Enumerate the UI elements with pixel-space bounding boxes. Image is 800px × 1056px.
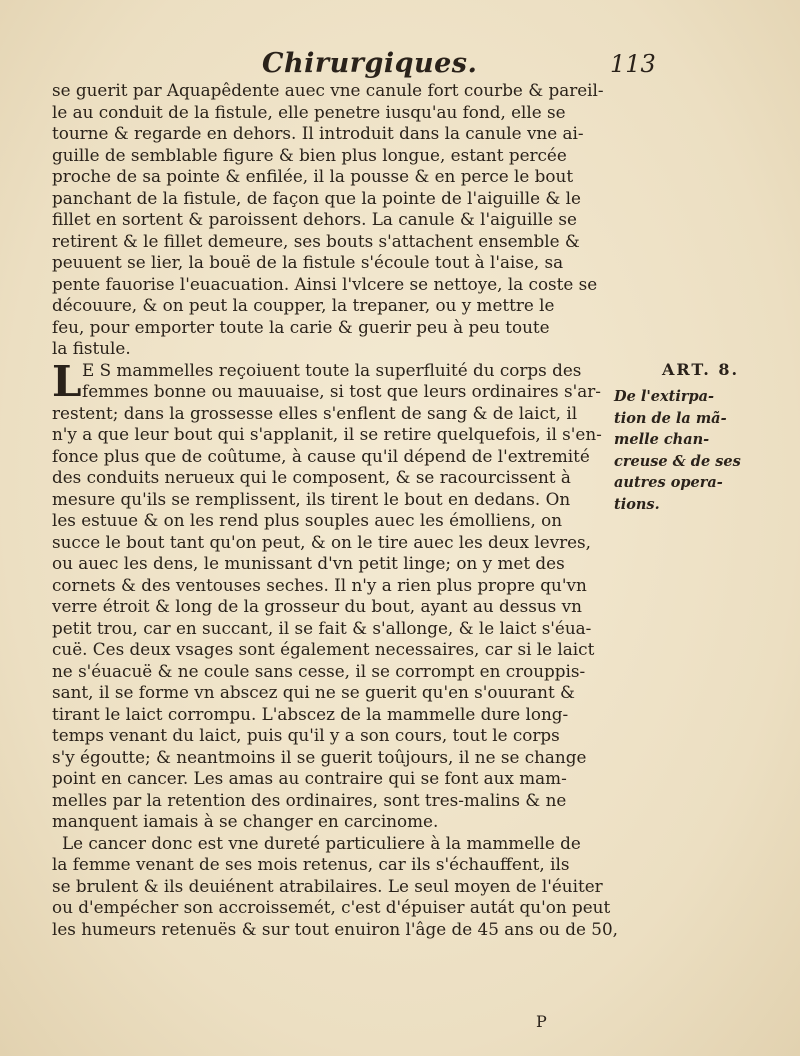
paragraph-opening — [52, 356, 652, 406]
text-line: proche de sa pointe & enfilée, il la pousse & en perce le bout — [52, 166, 574, 186]
text-line: petit trou, car en succant, il se fait & s'allonge, & le laict s'éua- — [52, 617, 592, 638]
text-line: découure, & on peut la coupper, la trepaner, ou y mettre le — [52, 295, 555, 315]
text-line: s'y égoutte; & neantmoins il se guerit toûjours, il ne se change — [52, 746, 587, 767]
text-line: les estuue & on les rend plus souples auec les émolliens, on — [52, 510, 563, 530]
text-line: n'y a que leur bout qui s'applanit, il se retire quelquefois, il s'en- — [52, 424, 602, 444]
text-line: temps venant du laict, puis qu'il y a son cours, tout le corps — [52, 725, 560, 745]
text-line: E S mammelles reçoiuent toute la superfluité du corps des — [82, 359, 582, 380]
text-line: les humeurs retenuës & sur tout enuiron l'âge de 45 ans ou de 50, — [52, 918, 618, 939]
signature-mark: P — [536, 1012, 548, 1031]
article-number: ART. 8. — [662, 360, 740, 379]
margin-note-line: melle chan- — [614, 431, 710, 448]
text-line: point en cancer. Les amas au contraire qui se font aux mam- — [52, 768, 567, 788]
text-line: panchant de la fistule, de façon que la pointe de l'aiguille & le — [52, 187, 581, 208]
text-line: femmes bonne ou mauuaise, si tost que leurs ordinaires s'ar- — [82, 381, 601, 401]
text-line: melles par la retention des ordinaires, sont tres-malins & ne — [52, 789, 567, 810]
margin-note — [614, 386, 800, 515]
margin-note-line: autres opera- — [614, 474, 723, 491]
page-header — [0, 48, 800, 82]
margin-note-line: tions. — [614, 495, 660, 513]
text-line: peuuent se lier, la bouë de la fistule s'écoule tout à l'aise, sa — [52, 252, 564, 272]
text-line: se brulent & ils deuiénent atrabilaires. Le seul moyen de l'éuiter — [52, 875, 603, 896]
text-line: ne s'éuacuë & ne coule sans cesse, il se corrompt en crouppis- — [52, 660, 586, 681]
text-line: guille de semblable figure & bien plus longue, estant percée — [52, 144, 567, 165]
text-line: des conduits nerueux qui le composent, & se racourcissent à — [52, 467, 571, 487]
text-line: Le cancer donc est vne dureté particuliere à la mammelle de — [62, 832, 581, 853]
text-line: succe le bout tant qu'on peut, & on le tire auec les deux levres, — [52, 531, 592, 552]
margin-note-line: creuse & de ses — [614, 452, 741, 470]
text-line: se guerit par Aquapêdente auec vne canule fort courbe & pareil- — [52, 80, 604, 100]
text-line: retirent & le fillet demeure, ses bouts s'attachent ensemble & — [52, 230, 580, 251]
text-line: mesure qu'ils se remplissent, ils tirent le bout en dedans. On — [52, 488, 571, 509]
text-line: feu, pour emporter toute la carie & guerir peu à peu toute — [52, 316, 550, 337]
text-line: ou auec les dens, le munissant d'vn petit linge; on y met des — [52, 553, 565, 573]
main-text — [52, 80, 652, 940]
margin-note-line: De l'extirpa- — [614, 388, 715, 405]
text-line: cornets & des ventouses seches. Il n'y a rien plus propre qu'vn — [52, 574, 587, 595]
running-title: Chirurgiques. — [262, 48, 478, 79]
margin-note-line: tion de la mã- — [614, 409, 727, 427]
text-line: verre étroit & long de la grosseur du bout, ayant au dessus vn — [52, 596, 582, 616]
text-line: fillet en sortent & paroissent dehors. La canule & l'aiguille se — [52, 209, 577, 229]
drop-cap: L — [52, 356, 82, 406]
text-line: le au conduit de la fistule, elle penetre iusqu'au fond, elle se — [52, 101, 566, 122]
text-line: manquent iamais à se changer en carcinome. — [52, 811, 439, 831]
text-line: restent; dans la grossesse elles s'enflent de sang & de laict, il — [52, 402, 578, 423]
text-line: sant, il se forme vn abscez qui ne se guerit qu'en s'ouurant & — [52, 682, 575, 702]
text-line: ou d'empécher son accroissemét, c'est d'épuiser autát qu'on peut — [52, 897, 611, 917]
text-line: cuë. Ces deux vsages sont également necessaires, car si le laict — [52, 639, 595, 659]
text-line: tourne & regarde en dehors. Il introduit dans la canule vne ai- — [52, 123, 584, 143]
text-line: la femme venant de ses mois retenus, car ils s'échauffent, ils — [52, 854, 570, 874]
text-line: fonce plus que de coûtume, à cause qu'il dépend de l'extremité — [52, 445, 590, 466]
page-number: 113 — [610, 50, 656, 78]
text-line: tirant le laict corrompu. L'abscez de la mammelle dure long- — [52, 703, 569, 724]
text-line: la fistule. — [52, 338, 131, 358]
text-line: pente fauorise l'euacuation. Ainsi l'vlcere se nettoye, la coste se — [52, 273, 598, 294]
